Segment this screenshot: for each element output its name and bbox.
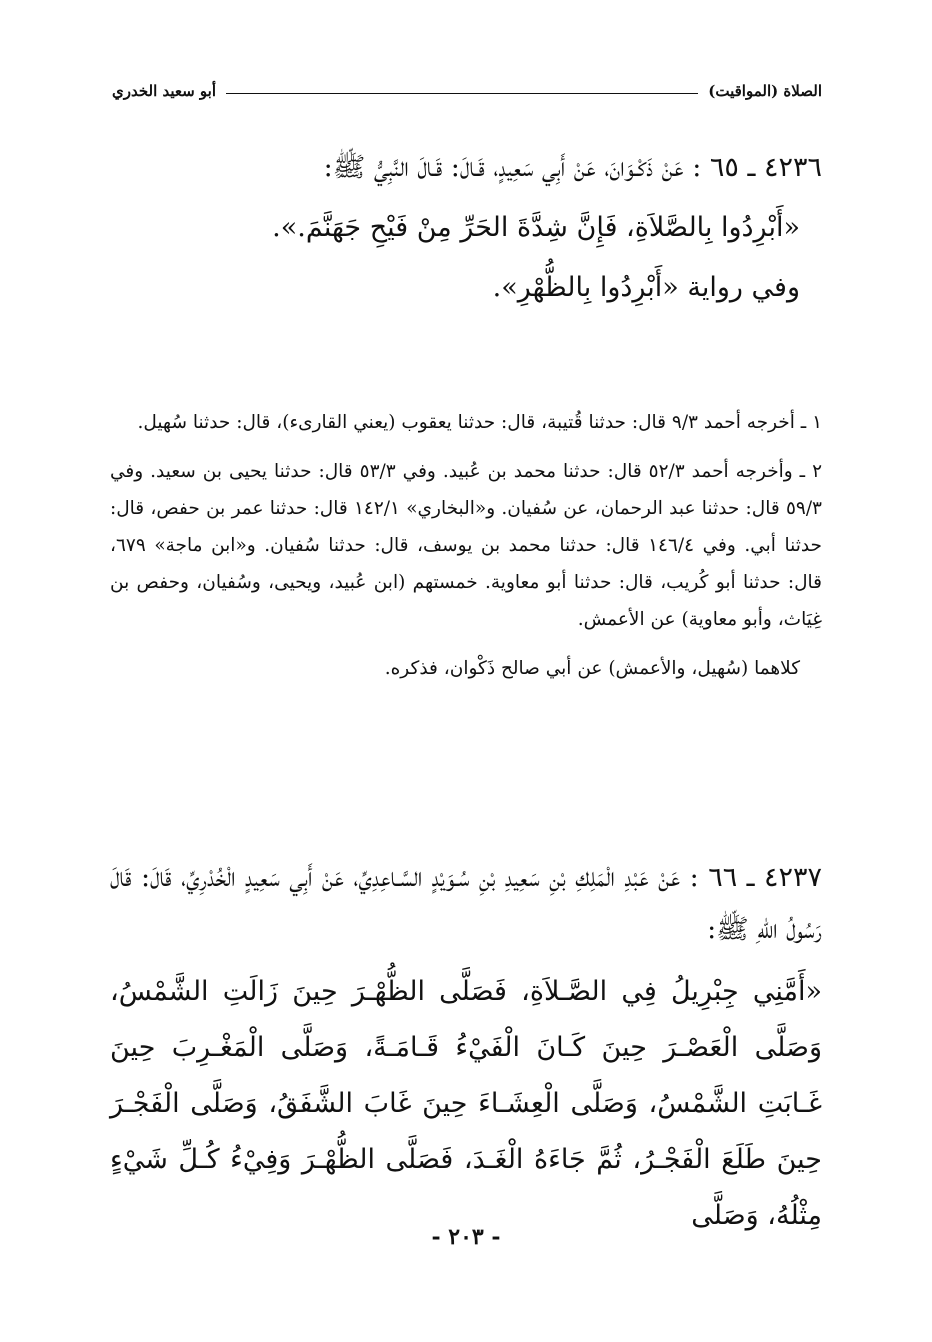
hadith-4237: [110, 852, 822, 1244]
header-rule: [226, 93, 698, 94]
hadith-isnad: ٤٢٣٧ ـ ٦٦ : عَنْ عَبْدِ الْمَلِكِ بْنِ سَعِيدِ بْنِ سُـوَيْدٍ السَّـاعِدِيِّ، عَنْ أَبِي سَعِيدٍ الْخُدْرِيِّ، قَالَ: قَالَ رَسُولُ اللّهِ ﷺ:: [110, 862, 823, 945]
header-narrator-title: أبو سعيد الخدري: [112, 82, 217, 100]
takhrij-notes: [110, 404, 822, 699]
running-header: [112, 82, 822, 100]
note-1: ١ ـ أخرجه أحمد ٩/٣ قال: حدثنا قُتيبة، قال: حدثنا يعقوب (يعني القارىء)، قال: حدثنا سُهيل.: [137, 412, 822, 433]
hadith-matn: «أَبْرِدُوا بِالصَّلاَةِ، فَإِنَّ شِدَّةَ الحَرِّ مِنْ فَيْحِ جَهَنَّمَ.».: [272, 212, 800, 243]
header-chapter-title: الصلاة (المواقيت): [708, 82, 822, 100]
hadith-isnad: ٤٢٣٦ ـ ٦٥ : عَنْ ذَكْـوَانَ، عَنْ أَبِي سَعِيدٍ، قَـالَ: قَـالَ النَّبِيُّ ﷺ:: [323, 152, 822, 183]
hadith-matn: «أَمَّنِي جِبْرِيلُ فِي الصَّـلاَةِ، فَصَلَّى الظُّهْـرَ حِينَ زَالَتِ الشَّمْسُ، وَصَلَّى الْعَصْـرَ حِينَ كَـانَ الْفَيْءُ قَـامَـةً، وَصَلَّى الْمَغْـرِبَ حِينَ غَـابَتِ الشَّمْسُ، وَصَلَّى الْعِشَـاءَ حِينَ غَابَ الشَّفَقُ، وَصَلَّى الْفَجْـرَ حِينَ طَلَعَ الْفَجْـرُ، ثُمَّ جَاءَهُ الْغَـدَ، فَصَلَّى الظُّهْـرَ وَفِيْءُ كُـلِّ شَيْءٍ مِثْلُهُ، وَصَلَّى: [110, 976, 822, 1231]
note-summary: كلاهما (سُهيل، والأعمش) عن أبي صالح ذَكْوان، فذكره.: [384, 658, 800, 679]
hadith-riwaya: وفي رواية «أَبْرِدُوا بِالظُّهْرِ».: [492, 272, 800, 303]
note-2: ٢ ـ وأخرجه أحمد ٥٢/٣ قال: حدثنا محمد بن عُبيد. وفي ٥٣/٣ قال: حدثنا يحيى بن سعيد. وفي ٥٩/٣ قال: حدثنا عبد الرحمان، عن سُفيان. و«البخاري» ١٤٢/١ قال: حدثنا عمر بن حفص، قال: حدثنا أبي. وفي ١٤٦/٤ قال: حدثنا محمد بن يوسف، قال: حدثنا سُفيان. و«ابن ماجة» ٦٧٩، قال: حدثنا أبو كُريب، قال: حدثنا أبو معاوية. خمستهم (ابن عُبيد، ويحيى، وسُفيان، وحفص بن غِيَاث، وأبو معاوية) عن الأعمش.: [110, 461, 823, 630]
hadith-4236: [110, 142, 822, 314]
page-number: - ٢٠٣ -: [431, 1224, 501, 1250]
